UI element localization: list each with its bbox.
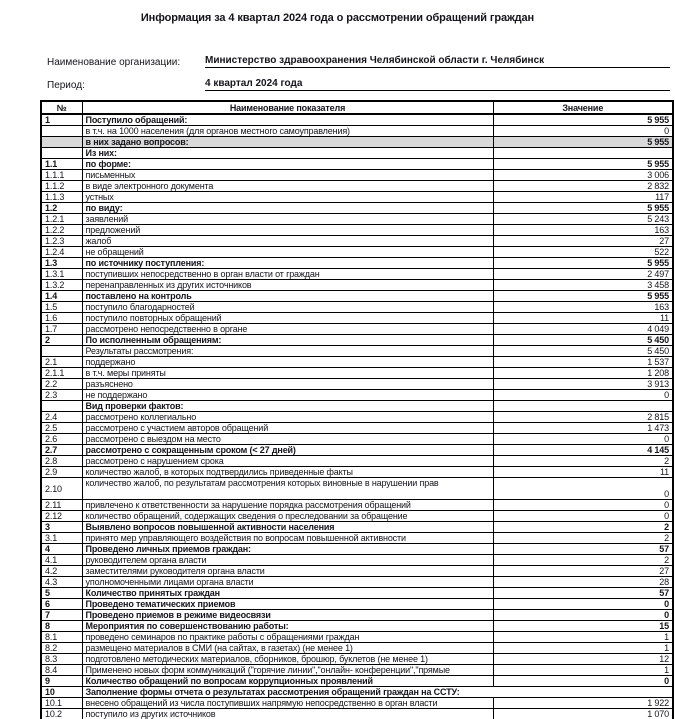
row-number: 1.1.1 [41,170,82,181]
table-row [41,148,673,159]
row-number: 2.9 [41,467,82,478]
header-fields [47,54,670,91]
row-indicator-name: поддержано [82,357,493,368]
table-row [41,709,673,719]
row-value: 0 [493,610,673,621]
table-row [41,687,673,698]
row-indicator-name: Заполнение формы отчета о результатах рассмотрения обращений граждан на ССТУ: [82,687,673,698]
period-value: 4 квартал 2024 года [205,78,670,91]
row-value: 2 832 [493,181,673,192]
row-value: 5 955 [493,258,673,269]
row-value: 0 [493,478,673,500]
row-value: 5 955 [493,114,673,126]
table-row [41,621,673,632]
row-value: 1 537 [493,357,673,368]
row-indicator-name: предложений [82,225,493,236]
row-indicator-name: Мероприятия по совершенствованию работы: [82,621,493,632]
row-indicator-name: Выявлено вопросов повышенной активности населения [82,522,493,533]
row-value: 4 145 [493,445,673,456]
row-indicator-name: в т.ч. меры приняты [82,368,493,379]
row-indicator-name: Проведено тематических приемов [82,599,493,610]
table-row [41,313,673,324]
row-number: 4 [41,544,82,555]
row-value: 5 955 [493,159,673,170]
table-row [41,522,673,533]
row-value: 0 [493,676,673,687]
row-value: 1 922 [493,698,673,709]
row-value: 522 [493,247,673,258]
table-row [41,357,673,368]
row-indicator-name: поступивших непосредственно в орган власти от граждан [82,269,493,280]
row-indicator-name: заместителями руководителя органа власти [82,566,493,577]
table-row [41,170,673,181]
organization-label: Наименование организации: [47,57,181,68]
row-number: 1.4 [41,291,82,302]
organization-value: Министерство здравоохранения Челябинской области г. Челябинск [205,55,670,68]
row-indicator-name: количество жалоб, в которых подтвердились приведенные факты [82,467,493,478]
row-indicator-name: Применено новых форм коммуникаций ("горячие линии","онлайн- конференции","прямые [82,665,493,676]
row-number: 2.5 [41,423,82,434]
row-indicator-name: по источнику поступления: [82,258,493,269]
row-number: 6 [41,599,82,610]
row-indicator-name: размещено материалов в СМИ (на сайтах, в газетах) (не менее 1) [82,643,493,654]
row-value: 0 [493,511,673,522]
table-row [41,379,673,390]
table-row [41,126,673,137]
row-indicator-name: Проведено приемов в режиме видеосвязи [82,610,493,621]
row-indicator-name: по виду: [82,203,493,214]
row-indicator-name: проведено семинаров по практике работы с обращениями граждан [82,632,493,643]
row-number: 3.1 [41,533,82,544]
row-indicator-name: рассмотрено с участием авторов обращений [82,423,493,434]
table-row [41,114,673,126]
table-row [41,291,673,302]
row-value: 2 [493,456,673,467]
row-number: 7 [41,610,82,621]
row-number: 2.8 [41,456,82,467]
row-number: 2.3 [41,390,82,401]
row-number: 2.11 [41,500,82,511]
row-number: 8.4 [41,665,82,676]
column-header-name: Наименование показателя [82,101,493,114]
row-number: 1.2.1 [41,214,82,225]
row-value: 5 450 [493,335,673,346]
row-number: 1 [41,114,82,126]
column-header-value: Значение [493,101,673,114]
row-indicator-name: устных [82,192,493,203]
table-row [41,434,673,445]
table-row [41,588,673,599]
row-indicator-name: в них задано вопросов: [82,137,493,148]
row-value: 117 [493,192,673,203]
row-value: 0 [493,500,673,511]
row-value: 2 [493,555,673,566]
row-value: 1 [493,632,673,643]
row-number: 2.12 [41,511,82,522]
row-value: 2 815 [493,412,673,423]
row-value: 2 [493,533,673,544]
row-number: 2.1 [41,357,82,368]
row-value: 57 [493,544,673,555]
row-number: 2.10 [41,478,82,500]
row-indicator-name: Из них: [82,148,493,159]
row-indicator-name: Вид проверки фактов: [82,401,493,412]
table-row [41,654,673,665]
row-number: 2.4 [41,412,82,423]
report-table [40,100,674,719]
row-number: 3 [41,522,82,533]
table-row [41,346,673,357]
table-row [41,401,673,412]
table-row [41,478,673,500]
row-value: 11 [493,313,673,324]
row-value: 0 [493,599,673,610]
row-value: 11 [493,467,673,478]
period-label: Период: [47,80,85,91]
row-number: 5 [41,588,82,599]
row-indicator-name: рассмотрено с нарушением срока [82,456,493,467]
row-indicator-name: руководителем органа власти [82,555,493,566]
table-row [41,203,673,214]
row-number: 2.6 [41,434,82,445]
table-row [41,247,673,258]
row-indicator-name: Проведено личных приемов граждан: [82,544,493,555]
row-indicator-name: рассмотрено непосредственно в органе [82,324,493,335]
row-number: 1.1.2 [41,181,82,192]
row-number: 1.3 [41,258,82,269]
row-indicator-name: перенаправленных из других источников [82,280,493,291]
row-number: 8 [41,621,82,632]
row-indicator-name: Количество принятых граждан [82,588,493,599]
row-indicator-name: заявлений [82,214,493,225]
row-indicator-name: количество обращений, содержащих сведения о преследовании за обращение [82,511,493,522]
table-row [41,390,673,401]
table-row [41,225,673,236]
row-value: 1 208 [493,368,673,379]
row-value: 57 [493,588,673,599]
row-indicator-name: жалоб [82,236,493,247]
period-field [47,77,670,91]
row-indicator-name: подготовлено методических материалов, сборников, брошюр, буклетов (не менее 1) [82,654,493,665]
row-number: 4.3 [41,577,82,588]
table-row [41,665,673,676]
organization-field [47,54,670,68]
row-number: 1.2.2 [41,225,82,236]
row-value: 163 [493,225,673,236]
row-number: 1.7 [41,324,82,335]
row-value: 0 [493,434,673,445]
row-number: 8.1 [41,632,82,643]
row-number: 1.2 [41,203,82,214]
row-value: 3 006 [493,170,673,181]
row-number: 8.2 [41,643,82,654]
table-row [41,335,673,346]
row-value: 5 450 [493,346,673,357]
row-number: 8.3 [41,654,82,665]
row-number [41,401,82,412]
row-indicator-name: уполномоченными лицами органа власти [82,577,493,588]
row-value: 2 [493,522,673,533]
row-number: 2 [41,335,82,346]
row-indicator-name: поступило повторных обращений [82,313,493,324]
row-indicator-name: принято мер управляющего воздействия по вопросам повышенной активности [82,533,493,544]
row-indicator-name: внесено обращений из числа поступивших напрямую непосредственно в орган власти [82,698,493,709]
table-row [41,599,673,610]
row-indicator-name: поступило благодарностей [82,302,493,313]
page-title: Информация за 4 квартал 2024 года о рассмотрении обращений граждан [140,12,535,24]
report-table-header [41,101,673,114]
row-value: 3 913 [493,379,673,390]
row-value: 4 049 [493,324,673,335]
table-row [41,269,673,280]
row-value: 3 458 [493,280,673,291]
row-number: 2.7 [41,445,82,456]
row-value: 163 [493,302,673,313]
table-row [41,324,673,335]
table-row [41,445,673,456]
table-row [41,632,673,643]
row-value: 1 473 [493,423,673,434]
row-value: 15 [493,621,673,632]
table-row [41,456,673,467]
row-indicator-name: поступило из других источников [82,709,493,719]
row-indicator-name: не обращений [82,247,493,258]
header-row [41,101,673,114]
row-indicator-name: привлечено к ответственности за нарушение порядка рассмотрения обращений [82,500,493,511]
table-row [41,159,673,170]
row-value: 5 955 [493,291,673,302]
row-value [493,401,673,412]
table-row [41,236,673,247]
row-value: 0 [493,126,673,137]
table-row [41,555,673,566]
table-row [41,511,673,522]
table-row [41,137,673,148]
row-indicator-name: поставлено на контроль [82,291,493,302]
row-value: 0 [493,390,673,401]
row-number: 1.3.1 [41,269,82,280]
table-row [41,500,673,511]
row-number: 4.2 [41,566,82,577]
table-row [41,577,673,588]
row-indicator-name: письменных [82,170,493,181]
table-row [41,533,673,544]
table-row [41,368,673,379]
row-value: 28 [493,577,673,588]
row-number: 2.1.1 [41,368,82,379]
table-row [41,258,673,269]
row-number: 1.2.3 [41,236,82,247]
row-number: 1.2.4 [41,247,82,258]
table-row [41,698,673,709]
row-indicator-name: рассмотрено с выездом на место [82,434,493,445]
row-number: 10.2 [41,709,82,719]
row-indicator-name: Поступило обращений: [82,114,493,126]
row-number [41,346,82,357]
row-number [41,148,82,159]
row-number: 1.1.3 [41,192,82,203]
row-indicator-name: Количество обращений по вопросам коррупционных проявлений [82,676,493,687]
row-indicator-name: рассмотрено с сокращенным сроком (< 27 дней) [82,445,493,456]
row-value: 27 [493,236,673,247]
table-row [41,412,673,423]
row-indicator-name: не поддержано [82,390,493,401]
row-indicator-name: По исполненным обращениям: [82,335,493,346]
row-indicator-name: в т.ч. на 1000 населения (для органов местного самоуправления) [82,126,493,137]
row-number: 10.1 [41,698,82,709]
row-value: 1 070 [493,709,673,719]
row-value: 27 [493,566,673,577]
table-row [41,610,673,621]
table-row [41,181,673,192]
row-number [41,137,82,148]
table-row [41,676,673,687]
column-header-number: № [41,101,82,114]
row-indicator-name: в виде электронного документа [82,181,493,192]
table-row [41,544,673,555]
table-row [41,214,673,225]
row-value: 5 955 [493,137,673,148]
row-value [493,148,673,159]
report-table-body [41,114,673,719]
row-number: 10 [41,687,82,698]
row-number: 1.3.2 [41,280,82,291]
row-number: 2.2 [41,379,82,390]
row-value: 1 [493,643,673,654]
row-number: 9 [41,676,82,687]
row-indicator-name: количество жалоб, по результатам рассмотрения которых виновные в нарушении прав [82,478,493,500]
row-indicator-name: Результаты рассмотрения: [82,346,493,357]
row-number: 1.1 [41,159,82,170]
table-row [41,423,673,434]
row-value: 1 [493,665,673,676]
row-number: 1.6 [41,313,82,324]
table-row [41,192,673,203]
row-value: 12 [493,654,673,665]
row-indicator-name: рассмотрено коллегиально [82,412,493,423]
row-number: 1.5 [41,302,82,313]
row-value: 5 243 [493,214,673,225]
row-indicator-name: разъяснено [82,379,493,390]
row-number [41,126,82,137]
table-row [41,302,673,313]
row-indicator-name: по форме: [82,159,493,170]
table-row [41,566,673,577]
table-row [41,643,673,654]
row-number: 4.1 [41,555,82,566]
row-value: 2 497 [493,269,673,280]
table-row [41,280,673,291]
row-value: 5 955 [493,203,673,214]
table-row [41,467,673,478]
